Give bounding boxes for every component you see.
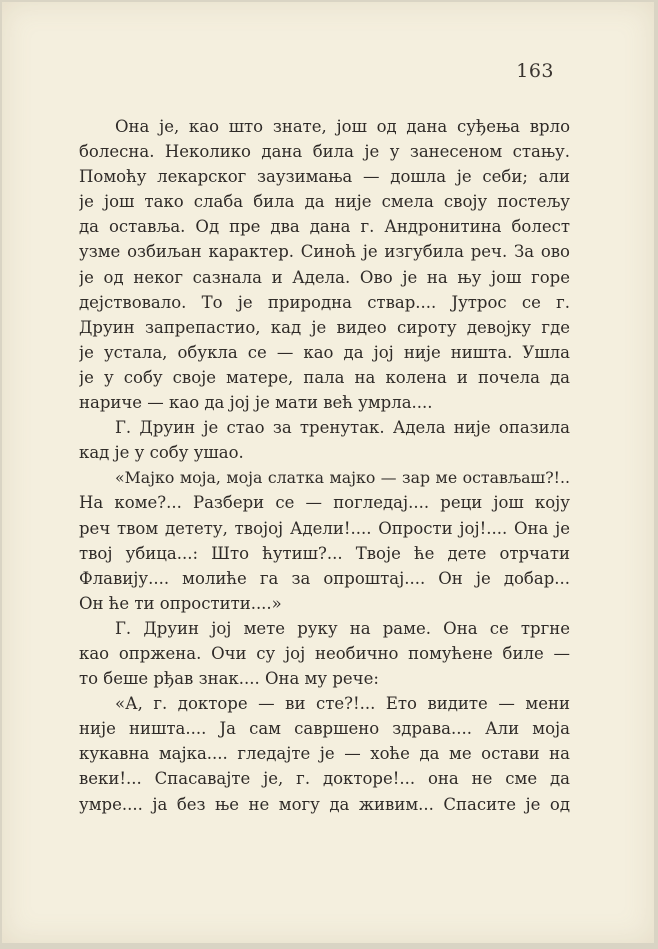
text-line: је устала, обукла се — као да јој није ништа. Ушла [79,342,570,362]
text-line: је још тако слаба била да није смела своју постељу [79,192,570,212]
text-line: кад је у собу ушао. [79,443,244,463]
text-line: Он ће ти опростити....» [79,593,282,613]
text-line: је у собу своје матере, пала на колена и почела да [79,367,570,387]
text-line: узме озбиљан карактер. Синоћ је изгубила реч. За ово [79,242,570,262]
text-line: није ништа.... Ја сам савршено здрава.... Али моја [79,719,570,739]
text-line: Друин запрепастио, кад је видео сироту девојку где [79,317,570,337]
text-line: Флавију.... молиће га за опроштај.... Он је добар... [79,568,570,588]
text-line: дејствовало. То је природна ствар.... Јутрос се г. [79,292,570,312]
text-line: На коме?... Разбери се — погледај.... реци још коју [79,493,570,513]
text-line: реч твом детету, твојој Адели!.... Опрости јој!.... Она је [79,518,570,538]
text-line: «А, г. докторе — ви сте?!... Ето видите — мени [115,694,570,714]
text-line: Помоћу лекарског заузимања — дошла је себи; али [79,167,570,187]
text-line: Г. Друин јој мете руку на раме. Она се тргне [115,618,570,638]
text-line: Г. Друин је стао за тренутак. Адела није опазила [115,418,570,438]
text-line: болесна. Неколико дана била је у занесеном стању. [79,142,570,162]
text-line: Она је, као што знате, још од дана суђења врло [115,117,570,136]
text-line: то беше рђав знак.... Она му рече: [79,669,379,689]
text-line: је од неког сазнала и Адела. Ово је на њу још горе [79,267,570,287]
book-page [2,2,654,943]
text-line: да оставља. Од пре два дана г. Андронитина болест [79,217,570,237]
text-line: твој убица...: Што ћутиш?... Твоје ће дете отрчати [79,543,570,563]
text-line: веки!... Спасавајте је, г. докторе!... она не сме да [79,769,570,789]
page-number: 163 [516,60,554,82]
body-text [79,114,570,817]
text-line: кукавна мајка.... гледајте је — хоће да ме остави на [79,744,570,764]
text-line: «Мајко моја, моја слатка мајко — зар ме остављаш?!.. [115,468,570,488]
text-line: као опржена. Очи су јој необично помућене биле — [79,643,570,663]
text-line: умре.... ја без ње не могу да живим... Спасите је од [79,794,570,814]
text-line: нариче — као да јој је мати већ умрла.... [79,393,433,413]
